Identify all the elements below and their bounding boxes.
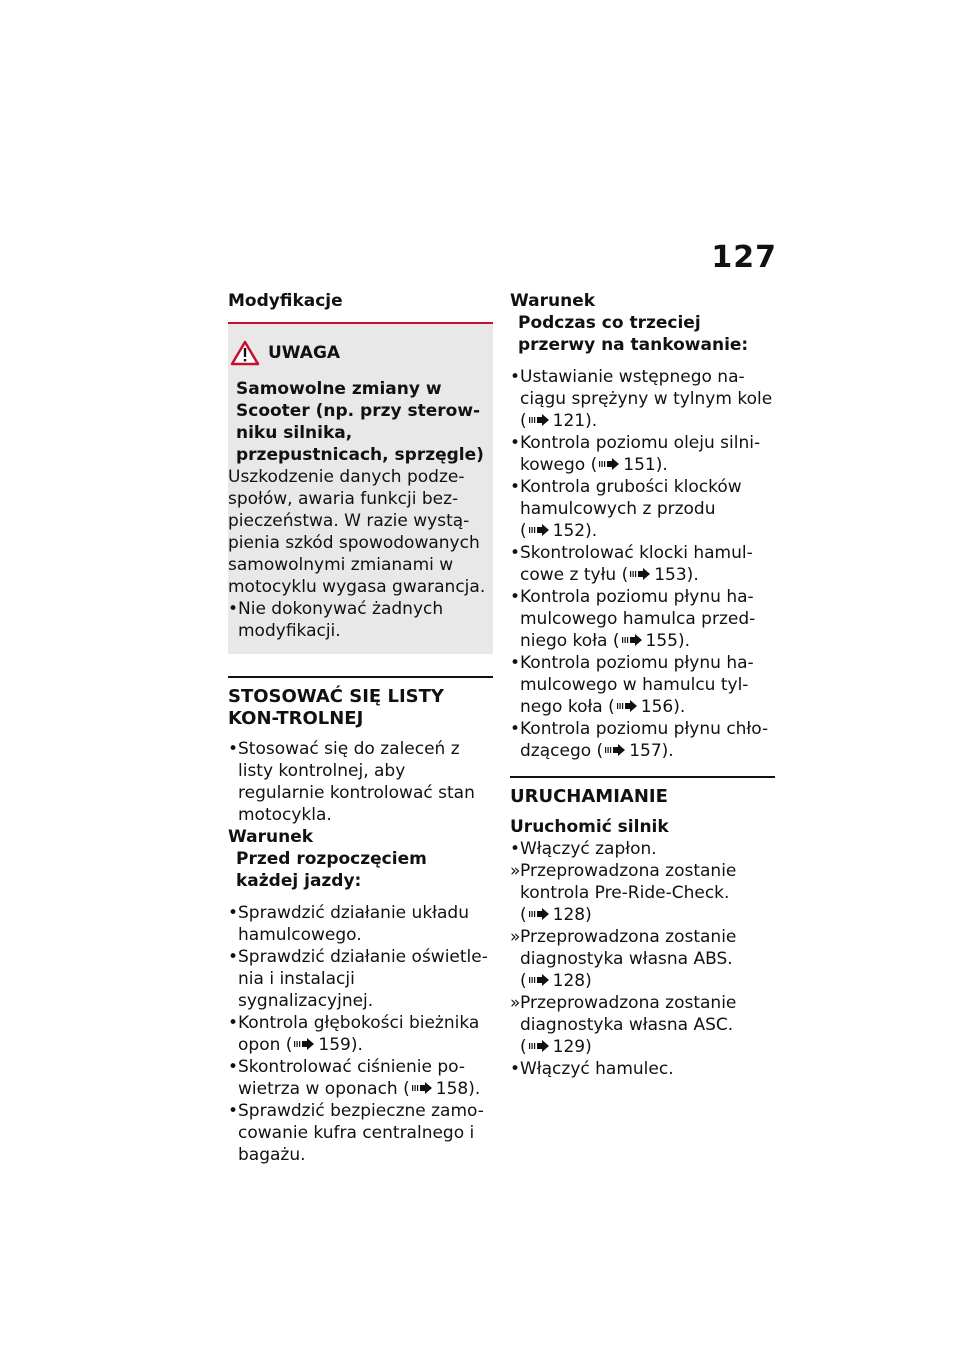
list-item-text: Kontrola poziomu płynu chło-dzącego [520,719,769,761]
list-item [228,738,493,826]
list-item [228,1012,493,1056]
bullet-marker: • [510,1059,521,1079]
bullet-marker: » [510,927,521,947]
warning-box [228,324,493,654]
bullet-marker: • [510,367,521,387]
page-reference[interactable]: ( 155). [612,631,690,651]
list-item-text: Sprawdzić działanie układu hamulcowego. [238,903,469,945]
bullet-marker: • [228,947,239,967]
section-divider [510,776,775,778]
warning-title: UWAGA [268,343,341,363]
list-item [510,476,775,542]
page-reference[interactable]: ( 129) [520,1037,592,1057]
page-reference-arrow-icon [528,974,550,986]
warning-cause: Samowolne zmiany w Scooter (np. przy sterow-niku silnika, przepustnicach, sprzęgle) [236,379,484,465]
bullet-marker: » [510,861,521,881]
bullet-marker: • [228,739,239,759]
list-item-text: Przeprowadzona zostanie diagnostyka własna ASC. [520,993,737,1035]
list-item [510,838,775,860]
list-item-text: Skontrolować ciśnienie po-wietrza w oponach [238,1057,465,1099]
page-reference[interactable]: ( 158). [403,1079,481,1099]
page-reference-number: 159). [318,1035,363,1055]
list-item [228,1056,493,1100]
page-reference-number: 155). [645,631,690,651]
page-reference-arrow-icon [598,458,620,470]
warning-list [228,598,493,642]
page-reference-arrow-icon [411,1082,433,1094]
checklist-title: STOSOWAĆ SIĘ LISTY KON-TROLNEJ [228,686,444,729]
list-item-text: Włączyć hamulec. [520,1059,674,1079]
condition-label: Warunek [510,291,596,311]
right-checklist-items [510,366,775,762]
left-column [228,290,493,1166]
list-item [510,432,775,476]
bullet-marker: • [228,1057,239,1077]
bullet-marker: • [510,839,521,859]
page-reference-number: 121). [552,411,598,431]
page-reference[interactable]: ( 157). [596,741,674,761]
list-item [510,366,775,432]
bullet-marker: • [228,1101,239,1121]
list-item-text: Kontrola poziomu płynu ha-mulcowego w hamulcu tyl-nego koła [520,653,754,717]
list-item [510,586,775,652]
left-checklist-items [228,902,493,1166]
list-item [510,926,775,992]
page-reference-number: 153). [654,565,699,585]
warning-triangle-icon [230,340,260,366]
section-divider [228,676,493,678]
page-reference-number: 128) [552,905,592,925]
page-reference[interactable]: ( 156). [608,697,686,717]
warning-bullet-text: Nie dokonywać żadnych modyfikacji. [238,599,444,641]
starting-title: URUCHAMIANIE [510,786,668,807]
list-item [510,542,775,586]
bullet-marker: • [228,599,239,619]
list-item [510,1058,775,1080]
page-reference[interactable]: ( 159). [285,1035,363,1055]
list-item-text: Włączyć zapłon. [520,839,657,859]
page-reference-arrow-icon [621,634,643,646]
list-item [228,1100,493,1166]
bullet-marker: • [510,477,521,497]
list-item-text: Sprawdzić bezpieczne zamo-cowanie kufra centralnego i bagażu. [238,1101,484,1165]
page-reference-number: 152). [552,521,598,541]
list-item [228,946,493,1012]
checklist-bullet-text: Stosować się do zaleceń z listy kontrolnej, aby regularnie kontrolować stan motocykla. [238,739,475,825]
condition-text: Podczas co trzeciej przerwy na tankowanie: [518,313,749,355]
list-item-text: Sprawdzić działanie oświetle-nia i instalacji sygnalizacyjnej. [238,947,488,1011]
bullet-marker: • [510,653,521,673]
modifications-heading: Modyfikacje [228,291,343,311]
page-reference[interactable]: ( 128) [520,905,592,925]
right-column [510,290,775,1080]
page-reference-arrow-icon [629,568,651,580]
warning-header [230,340,493,366]
page-reference-arrow-icon [293,1038,315,1050]
condition-label: Warunek [228,827,314,847]
list-item-text: Kontrola głębokości bieżnika opon [238,1013,480,1055]
list-item-text: Kontrola poziomu płynu ha-mulcowego hamulca przed-niego koła [520,587,756,651]
page-reference-number: 158). [435,1079,481,1099]
page-reference[interactable]: ( 152). [520,521,598,541]
list-item-text: Kontrola grubości klocków hamulcowych z przodu [520,477,742,519]
page-reference-number: 156). [640,697,686,717]
page-reference-arrow-icon [616,700,638,712]
bullet-marker: • [228,1013,239,1033]
start-engine-steps [510,838,775,1080]
list-item-text: Skontrolować klocki hamul-cowe z tyłu [520,543,753,585]
list-item [228,598,493,642]
page-reference-number: 151). [623,455,668,475]
page-reference-number: 128) [552,971,592,991]
page-reference-number: 157). [629,741,674,761]
page-reference-arrow-icon [604,744,626,756]
page-reference-number: 129) [552,1037,592,1057]
list-item-text: Przeprowadzona zostanie diagnostyka własna ABS. [520,927,737,969]
page-reference[interactable]: ( 121). [520,411,598,431]
checklist-list [228,738,493,826]
start-engine-title: Uruchomić silnik [510,817,669,837]
bullet-marker: • [228,903,239,923]
page-reference-arrow-icon [528,908,550,920]
list-item-text: Ustawianie wstępnego na-ciągu sprężyny w tylnym kole [520,367,773,409]
bullet-marker: » [510,993,521,1013]
page-reference[interactable]: ( 151). [590,455,668,475]
list-item [510,992,775,1058]
warning-text: Uszkodzenie danych podze-społów, awaria funkcji bez-pieczeństwa. W razie wystą-pienia szkód spowodowanych samowolnymi zmianami w motocyklu wygasa gwarancja. [228,467,486,597]
page-number: 127 [711,240,777,275]
condition-text: Przed rozpoczęciem każdej jazdy: [236,849,427,891]
bullet-marker: • [510,543,521,563]
bullet-marker: • [510,433,521,453]
list-item-text: Przeprowadzona zostanie kontrola Pre-Ride-Check. [520,861,737,903]
list-item [510,860,775,926]
page-reference-arrow-icon [528,414,550,426]
bullet-marker: • [510,719,521,739]
page-reference[interactable]: ( 153). [621,565,699,585]
list-item [510,652,775,718]
page-reference-arrow-icon [528,524,550,536]
page-reference[interactable]: ( 128) [520,971,592,991]
bullet-marker: • [510,587,521,607]
list-item [510,718,775,762]
list-item [228,902,493,946]
page-reference-arrow-icon [528,1040,550,1052]
list-item-text: Kontrola poziomu oleju silni-kowego [520,433,761,475]
